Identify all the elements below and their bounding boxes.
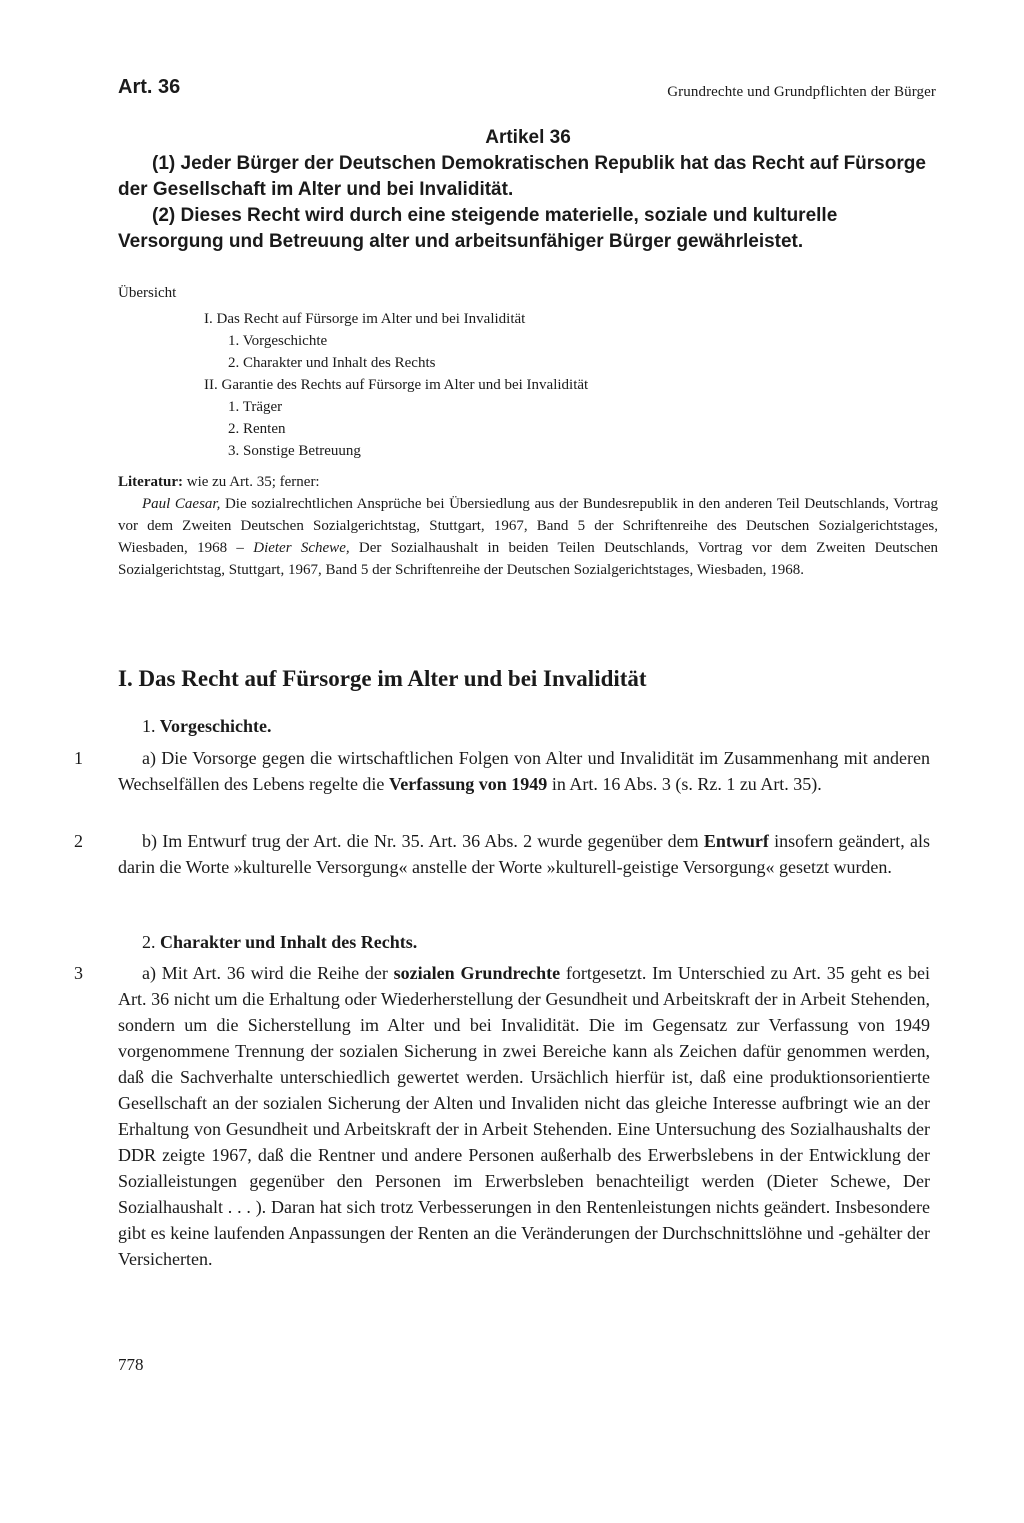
- law-article-title: Artikel 36: [485, 127, 571, 148]
- margin-number: 3: [74, 963, 83, 983]
- toc-item: 2. Charakter und Inhalt des Rechts: [228, 355, 436, 371]
- subheading-charakter: [142, 932, 417, 953]
- paragraph-rz2: b) Im Entwurf trug der Art. die Nr. 35. Art. 36 Abs. 2 wurde gegenüber dem Entwurf insofern geändert, als darin die Worte »kulturelle Versorgung« anstelle der Worte »kulturell-geistige Versorgung« gesetzt wurden.: [118, 831, 931, 877]
- law-paragraph-1: (1) Jeder Bürger der Deutschen Demokratischen Republik hat das Recht auf Fürsorge der Gesellschaft im Alter und bei Invalidität.: [118, 153, 926, 200]
- subheading-number: 2.: [142, 932, 156, 952]
- toc-item: 3. Sonstige Betreuung: [228, 443, 361, 459]
- law-paragraph-2: (2) Dieses Recht wird durch eine steigende materielle, soziale und kulturelle Versorgung und Betreuung alter und arbeitsunfähiger Bürger gewährleistet.: [118, 205, 838, 252]
- overview-heading: Übersicht: [118, 285, 177, 301]
- paragraph-rz1: a) Die Vorsorge gegen die wirtschaftlichen Folgen von Alter und Invalidität im Zusammenhang mit anderen Wechselfällen des Lebens regelte die Verfassung von 1949 in Art. 16 Abs. 3 (s. Rz. 1 zu Art. 35).: [118, 748, 930, 794]
- running-head-title: Grundrechte und Grundpflichten der Bürger: [667, 84, 936, 100]
- law-text-block: [118, 125, 938, 255]
- margin-number: 1: [74, 748, 83, 768]
- literature-author-2: Dieter Schewe,: [253, 540, 350, 556]
- overview-toc: [118, 285, 938, 462]
- literature-references: [118, 493, 938, 581]
- toc-item: II. Garantie des Rechts auf Fürsorge im Alter und bei Invalidität: [204, 377, 589, 393]
- toc-item: 1. Träger: [228, 399, 283, 415]
- literature-label: Literatur:: [118, 474, 183, 490]
- margin-number: 2: [74, 831, 83, 851]
- page-number: 778: [118, 1355, 144, 1374]
- bold-term: sozialen Grundrechte: [393, 963, 561, 983]
- literature-intro: wie zu Art. 35; ferner:: [182, 474, 320, 490]
- bold-term: Entwurf: [703, 831, 769, 851]
- literature-text-1: Die sozialrechtlichen Ansprüche bei Übersiedlung aus der Bundesrepublik in den anderen Teil Deutschlands, Vortrag vor dem Zweiten Deutschen Sozialgerichtstag, Stuttgart, 1967, Band 5 der Schriftenreihe des Deutschen Sozialgerichtstages, Wiesbaden, 1968 –: [118, 496, 938, 556]
- toc-item: 2. Renten: [228, 421, 286, 437]
- toc-item: 1. Vorgeschichte: [228, 333, 328, 349]
- running-head-article: Art. 36: [118, 76, 181, 98]
- literature-block: [118, 471, 938, 581]
- toc-item: I. Das Recht auf Fürsorge im Alter und bei Invalidität: [204, 311, 526, 327]
- subheading-title: Charakter und Inhalt des Rechts.: [160, 932, 418, 952]
- subheading-vorgeschichte: [142, 716, 272, 737]
- section-heading: I. Das Recht auf Fürsorge im Alter und bei Invalidität: [118, 666, 647, 691]
- overview-list: [118, 308, 938, 462]
- subheading-number: 1.: [142, 716, 156, 736]
- literature-intro-line: [118, 471, 938, 493]
- literature-author-1: Paul Caesar,: [142, 496, 221, 512]
- bold-term: Verfassung von 1949: [388, 774, 548, 794]
- subheading-title: Vorgeschichte.: [159, 716, 272, 736]
- paragraph-rz3: a) Mit Art. 36 wird die Reihe der sozialen Grundrechte fortgesetzt. Im Unterschied zu Art. 35 geht es bei Art. 36 nicht um die Erhaltung oder Wiederherstellung der Gesundheit und Arbeitskraft der in Arbeit Stehenden, sondern um die Sicherstellung im Alter und bei Invalidität. Die im Gegensatz zur Verfassung von 1949 vorgenommene Trennung der sozialen Sicherung in zwei Bereiche kann als Zeichen dafür genommen werden, daß die Sachverhalte unterschiedlich gewertet werden. Ursächlich hierfür ist, daß eine produktionsorientierte Gesellschaft an der sozialen Sicherung der Alten und Invaliden nicht das gleiche Interesse aufbringt wie an der Erhaltung von Gesundheit und Arbeitskraft der in Arbeit Stehenden. Eine Untersuchung des Sozialhaushalts der DDR zeigte 1967, daß die Rentner und andere Personen außerhalb des Erwerbslebens in der Entwicklung der Sozialleistungen gegenüber den Personen im Erwerbsleben benachteiligt werden (Dieter Schewe, Der Sozialhaushalt . . . ). Daran hat sich trotz Verbesserungen in den Rentenleistungen nichts geändert. Insbesondere gibt es keine laufenden Anpassungen der Renten an die Veränderungen der Durchschnittslöhne und -gehälter der Versicherten.: [118, 963, 930, 1269]
- literature-text-2: Der Sozialhaushalt in beiden Teilen Deutschlands, Vortrag vor dem Zweiten Deutschen Sozialgerichtstag, Stuttgart, 1967, Band 5 der Schriftenreihe der Deutschen Sozialgerichtstages, Wiesbaden, 1968.: [118, 540, 938, 578]
